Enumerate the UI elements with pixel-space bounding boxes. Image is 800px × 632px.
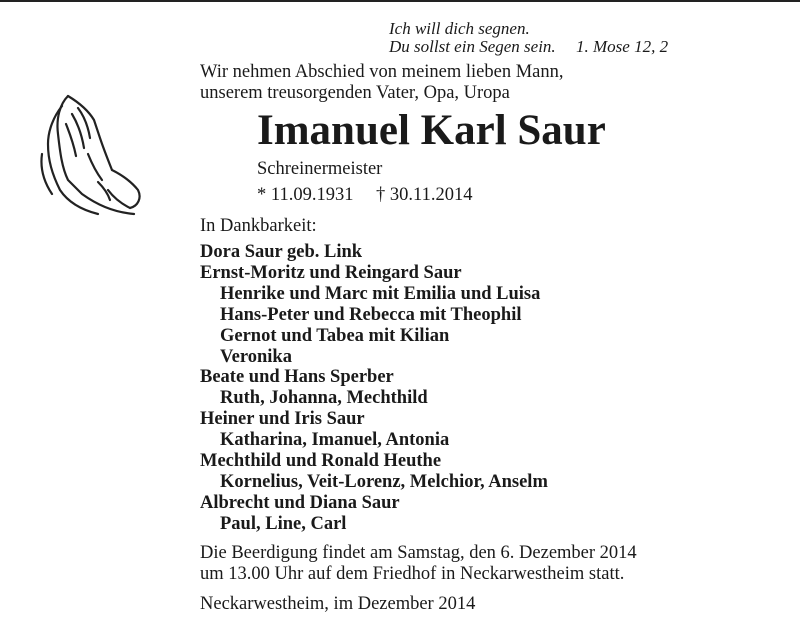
family-list (200, 242, 548, 535)
praying-hands-icon (38, 94, 144, 216)
family-member-line: Dora Saur geb. Link (200, 242, 363, 262)
family-member-line: Beate und Hans Sperber (200, 367, 394, 388)
profession: Schreinermeister (257, 159, 383, 179)
deceased-name: Imanuel Karl Saur (257, 107, 606, 154)
family-member-line: Hans-Peter und Rebecca mit Theophil (220, 304, 522, 325)
top-border (0, 0, 800, 2)
funeral-line-2: um 13.00 Uhr auf dem Friedhof in Neckarwestheim statt. (200, 564, 625, 584)
verse-line-1: Ich will dich segnen. (389, 19, 530, 38)
death-date: † 30.11.2014 (376, 185, 473, 205)
family-member-line: Gernot und Tabea mit Kilian (220, 325, 450, 346)
funeral-line-1: Die Beerdigung findet am Samstag, den 6. Dezember 2014 (200, 543, 637, 563)
intro-line-1: Wir nehmen Abschied von meinem lieben Mann, (200, 62, 564, 82)
family-member-line: Ruth, Johanna, Mechthild (220, 388, 428, 409)
family-member-line: Ernst-Moritz und Reingard Saur (200, 262, 462, 283)
family-member-line: Albrecht und Diana Saur (200, 492, 400, 513)
family-member-line: Katharina, Imanuel, Antonia (220, 430, 450, 451)
verse-reference: 1. Mose 12, 2 (576, 37, 669, 56)
thanks-label: In Dankbarkeit: (200, 216, 317, 236)
family-member-line: Paul, Line, Carl (220, 513, 347, 534)
family-member-line: Veronika (220, 346, 292, 367)
family-member-line: Kornelius, Veit-Lorenz, Melchior, Anselm (220, 471, 548, 492)
intro-line-2: unserem treusorgenden Vater, Opa, Uropa (200, 83, 510, 103)
place-date: Neckarwestheim, im Dezember 2014 (200, 594, 476, 614)
verse-line-2: Du sollst ein Segen sein. (389, 37, 556, 56)
family-member-line: Henrike und Marc mit Emilia und Luisa (220, 283, 541, 304)
family-member-line: Heiner und Iris Saur (200, 409, 365, 430)
birth-date: * 11.09.1931 (257, 185, 354, 205)
family-member-line: Mechthild und Ronald Heuthe (200, 451, 442, 472)
